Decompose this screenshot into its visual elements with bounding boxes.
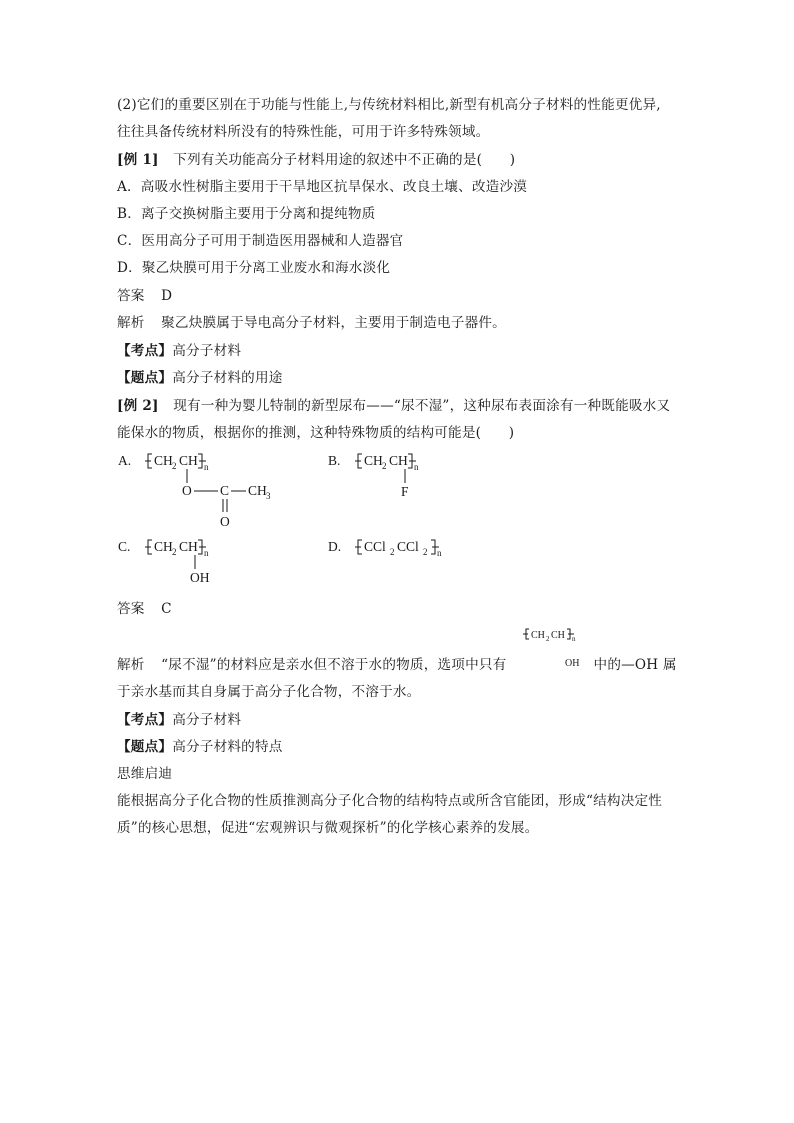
svg-text:n: n bbox=[572, 635, 576, 643]
svg-text:F: F bbox=[401, 484, 409, 499]
svg-text:CH: CH bbox=[179, 539, 198, 554]
tidian-value: 高分子材料的特点 bbox=[172, 739, 283, 755]
paragraph-2-line-1: (2)它们的重要区别在于功能与性能上,与传统材料相比,新型有机高分子材料的性能更优异, bbox=[117, 97, 661, 113]
svg-text:2: 2 bbox=[172, 547, 177, 557]
svg-text:O: O bbox=[182, 483, 192, 498]
tidian-label: 【题点】 bbox=[117, 739, 173, 755]
svg-text:CH: CH bbox=[389, 453, 408, 468]
svg-text:3: 3 bbox=[266, 491, 271, 501]
option-a-label: A. bbox=[118, 453, 132, 468]
svg-text:OH: OH bbox=[190, 570, 210, 585]
paragraph-2-line-2: 往往具备传统材料所没有的特殊性能，可用于许多特殊领域。 bbox=[117, 124, 490, 140]
example-1-option-d: D．聚乙炔膜可用于分离工业废水和海水淡化 bbox=[117, 260, 391, 276]
example-2-tag: [例 2] bbox=[117, 398, 159, 414]
svg-text:n: n bbox=[414, 462, 419, 472]
kaodian-label: 【考点】 bbox=[117, 712, 173, 728]
svg-text:O: O bbox=[220, 514, 230, 529]
example-2-answer bbox=[117, 600, 172, 618]
example-2-question-line-2: 能保水的物质，根据你的推测，这种特殊物质的结构可能是( ) bbox=[117, 425, 515, 441]
analysis-label: 解析 bbox=[117, 315, 145, 331]
option-c-label: C. bbox=[118, 539, 131, 554]
analysis-text: 聚乙炔膜属于导电高分子材料，主要用于制造电子器件。 bbox=[161, 315, 506, 331]
analysis-text-2: 中的—OH 属 bbox=[593, 657, 677, 673]
answer-label: 答案 bbox=[117, 288, 145, 304]
example-2-question-line-1 bbox=[117, 397, 670, 415]
example-1-option-a: A．高吸水性树脂主要用于干旱地区抗旱保水、改良土壤、改造沙漠 bbox=[117, 179, 528, 195]
svg-text:CH: CH bbox=[154, 539, 173, 554]
kaodian-label: 【考点】 bbox=[117, 343, 173, 359]
svg-text:n: n bbox=[437, 548, 442, 558]
option-b-label: B. bbox=[328, 453, 341, 468]
answer-label: 答案 bbox=[117, 601, 145, 617]
svg-text:2: 2 bbox=[546, 635, 550, 643]
example-1-tidian bbox=[117, 369, 283, 387]
thinking-line-2: 质”的核心思想，促进“宏观辨识与微观探析”的化学核心素养的发展。 bbox=[117, 820, 539, 836]
example-1-analysis bbox=[117, 314, 506, 332]
example-2-tidian bbox=[117, 738, 283, 756]
svg-text:n: n bbox=[204, 548, 209, 558]
svg-text:CH: CH bbox=[154, 453, 173, 468]
tidian-label: 【题点】 bbox=[117, 370, 173, 386]
example-2-question-text-1: 现有一种为婴儿特制的新型尿布——“尿不湿”，这种尿布表面涂有一种既能吸水又 bbox=[173, 398, 671, 414]
example-1-option-b: B．离子交换树脂主要用于分离和提纯物质 bbox=[117, 206, 376, 222]
tidian-value: 高分子材料的用途 bbox=[172, 370, 283, 386]
svg-text:OH: OH bbox=[565, 658, 580, 669]
answer-value: D bbox=[161, 288, 173, 304]
example-2-kaodian bbox=[117, 711, 241, 729]
analysis-text-1: “尿不湿”的材料应是亲水但不溶于水的物质，选项中只有 bbox=[161, 657, 507, 673]
example-1-question-text: 下列有关功能高分子材料用途的叙述中不正确的是( ) bbox=[173, 152, 516, 168]
svg-text:n: n bbox=[204, 462, 209, 472]
svg-text:CCl: CCl bbox=[397, 539, 419, 554]
example-1-tag: [例 1] bbox=[117, 152, 159, 168]
svg-text:CH: CH bbox=[551, 630, 565, 641]
thinking-line-1: 能根据高分子化合物的性质推测高分子化合物的结构特点或所含官能团，形成“结构决定性 bbox=[117, 793, 663, 809]
structure-option-b bbox=[328, 450, 488, 502]
structure-option-d bbox=[328, 536, 508, 560]
example-1-answer bbox=[117, 287, 172, 305]
svg-text:2: 2 bbox=[382, 461, 387, 471]
svg-text:2: 2 bbox=[172, 461, 177, 471]
example-2-analysis-line-1 bbox=[117, 656, 677, 674]
example-1-question bbox=[117, 151, 515, 169]
analysis-label: 解析 bbox=[117, 657, 145, 673]
thinking-heading: 思维启迪 bbox=[117, 766, 173, 782]
example-2-analysis-line-2: 于亲水基而其自身属于高分子化合物，不溶于水。 bbox=[117, 684, 421, 700]
svg-text:2: 2 bbox=[390, 547, 395, 557]
example-1-kaodian bbox=[117, 342, 241, 360]
structure-option-c bbox=[118, 536, 318, 588]
svg-text:2: 2 bbox=[423, 547, 428, 557]
svg-text:CH: CH bbox=[531, 630, 545, 641]
kaodian-value: 高分子材料 bbox=[172, 712, 242, 728]
svg-text:C: C bbox=[220, 483, 230, 498]
structure-option-a bbox=[118, 450, 318, 534]
example-1-option-c: C．医用高分子可用于制造医用器械和人造器官 bbox=[117, 233, 404, 249]
kaodian-value: 高分子材料 bbox=[172, 343, 242, 359]
svg-text:CH: CH bbox=[364, 453, 383, 468]
option-d-label: D. bbox=[328, 539, 342, 554]
svg-text:CH: CH bbox=[248, 483, 267, 498]
answer-value: C bbox=[161, 601, 172, 617]
svg-text:CH: CH bbox=[179, 453, 198, 468]
svg-text:CCl: CCl bbox=[364, 539, 386, 554]
